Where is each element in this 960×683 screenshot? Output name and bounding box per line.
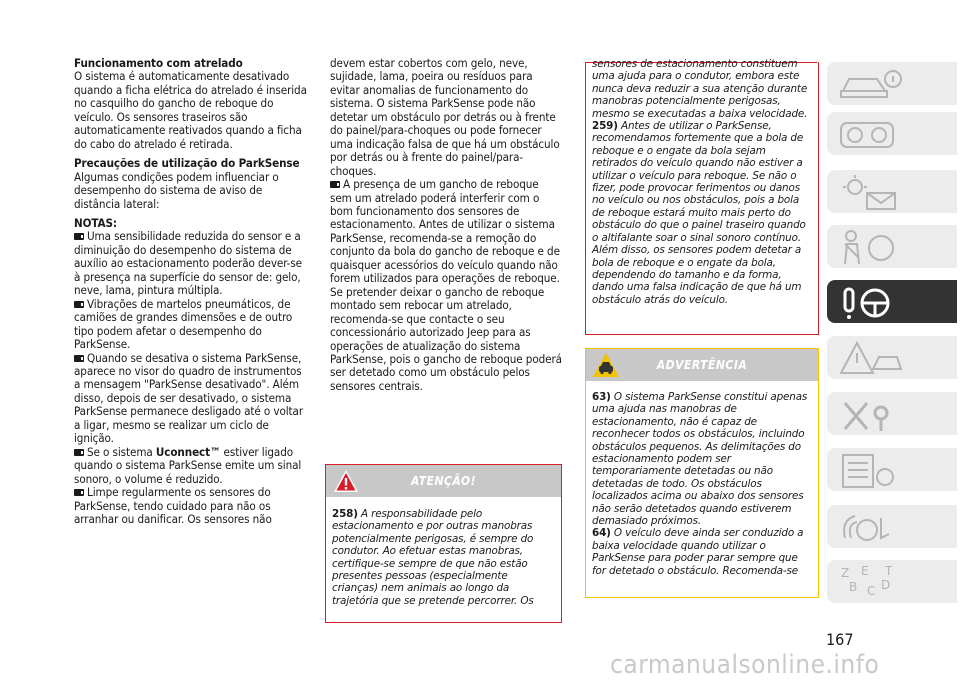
caution-title: ATENÇÃO!	[411, 474, 476, 488]
warning-triangle-car-icon	[837, 339, 907, 377]
note-item: Quando se desativa o sistema ParkSense, aparece no visor do quadro de instrumentos a mensagem "ParkSense desativado". Além disso, depois de ser desativado, o sistema ParkSense permanece desligado até o voltar a ligar, mesmo se realizar um ciclo de ignição.	[74, 350, 303, 446]
tab-emergency[interactable]	[827, 336, 957, 379]
note-bullet-icon	[330, 181, 340, 188]
tab-dashboard[interactable]	[827, 112, 957, 155]
svg-text:E: E	[861, 564, 869, 578]
tools-icon	[837, 395, 907, 433]
svg-text:D: D	[881, 578, 891, 592]
tab-starting-driving[interactable]	[827, 280, 957, 323]
specs-list-icon	[837, 451, 907, 489]
note-item: Se o sistema Uconnect™ estiver ligado quando o sistema ParkSense emite um sinal sonoro, o volume é reduzido.	[74, 444, 302, 486]
caution-continuation-body: sensores de estacionamento constituem uma ajuda para o condutor, embora este nunca deva reduzir a sua atenção durante manobras potencialmente perigosas, mesmo se executadas a baixa velocidade. 259) Antes de utilizar o ParkSense, recomendamos fortemente que a bola de reboque e o engate da bola sejam retirados do veículo quando não estiver a utilizar o veículo para reboque. Se não o fizer, pode provocar ferimentos ou danos no veículo ou nos obstáculos, pois a bola de reboque estará muito mais perto do obstáculo do que o painel traseiro quando o altifalante soar o sinal sonoro contínuo. Além disso, os sensores podem detetar a bola de reboque e o engate da bola, dependendo do tamanho e da forma, dando uma falsa indicação de que há um obstáculo atrás do veículo.	[592, 58, 808, 306]
notes-heading: NOTAS:	[74, 215, 117, 230]
column-1	[74, 57, 310, 526]
tab-maintenance[interactable]	[827, 392, 957, 435]
tab-getting-to-know[interactable]	[827, 62, 957, 105]
steering-key-icon	[837, 283, 907, 321]
note-bullet-icon	[74, 233, 84, 240]
dashboard-icon	[837, 115, 907, 153]
warning-header	[586, 349, 818, 381]
column-2	[330, 57, 562, 393]
caution-body: 258) A responsabilidade pelo estacionamento e por outras manobras potencialmente perigosas, é sempre do condutor. Ao efetuar estas manobras, certifique-se sempre de que não estão presentes pessoas (especialmente crianças) nem animais ao longo da trajetória que se pretende percorrer. Os	[332, 508, 534, 607]
svg-text:B: B	[849, 580, 858, 594]
car-warning-icon	[592, 352, 620, 378]
note-item: Vibrações de martelos pneumáticos, de camiões de grandes dimensões e de outro tipo podem afetar o desempenho do ParkSense.	[74, 296, 293, 352]
caution-box	[325, 464, 562, 623]
note-bullet-icon	[74, 355, 84, 362]
note-item: Limpe regularmente os sensores do ParkSense, tendo cuidado para não os arranhar ou danificar. Os sensores não	[74, 485, 272, 526]
tab-seats-safety[interactable]	[827, 225, 957, 268]
note-bullet-icon	[74, 449, 84, 456]
paragraph-trailer: O sistema é automaticamente desativado quando a ficha elétrica do atrelado é inserida no casquilho do gancho de reboque do veículo. Os sensores traseiros são automaticamente reativados quando a ficha do cabo do atrelado é retirada.	[74, 69, 307, 151]
tab-multimedia[interactable]	[827, 505, 957, 548]
page-number: 167	[826, 630, 854, 649]
tab-index[interactable]	[827, 560, 957, 603]
tab-technical-data[interactable]	[827, 448, 957, 491]
index-letters-icon	[837, 563, 907, 601]
svg-text:C: C	[867, 584, 876, 598]
warning-title: ADVERTÊNCIA	[656, 358, 748, 372]
media-connect-icon	[837, 508, 907, 546]
caution-warning-icon	[333, 469, 359, 493]
note-bullet-icon	[74, 489, 84, 496]
caution-header	[326, 465, 561, 497]
warning-body: 63) O sistema ParkSense constitui apenas uma ajuda nas manobras de estacionamento, não é capaz de reconhecer todos os obstáculos, incluindo obstáculos pequenos. As delimitações do estacionamento podem ser temporariamente detetadas ou não detetadas de todo. Os obstáculos localizados acima ou abaixo dos sensores não serão detetados quando estiverem demasiado próximos. 64) O veículo deve ainda ser conduzido a baixa velocidade quando utilizar o ParkSense para poder parar sempre que for detetado o obstáculo. Recomenda-se	[592, 391, 808, 577]
car-info-icon	[837, 65, 907, 103]
watermark: carmanualsonline.info	[610, 650, 880, 680]
svg-text:T: T	[885, 564, 893, 578]
caution-continuation-box	[585, 58, 819, 335]
note-bullet-icon	[74, 301, 84, 308]
section-heading-precautions: Precauções de utilização do ParkSense	[74, 156, 300, 171]
svg-text:Z: Z	[841, 566, 850, 580]
note-item: Uma sensibilidade reduzida do sensor e a diminuição do desempenho do sistema de auxílio ao estacionamento poderão dever-se à presença na superfície do sensor de: gelo, neve, lama, pintura múltipla.	[74, 229, 302, 298]
section-heading-trailer: Funcionamento com atrelado	[74, 56, 243, 70]
seatbelt-airbag-icon	[837, 228, 907, 266]
lights-mail-icon	[837, 173, 907, 211]
paragraph-precautions: Algumas condições podem influenciar o desempenho do sistema de aviso de distância lateral:	[74, 169, 279, 211]
tab-safety[interactable]	[827, 170, 957, 213]
paragraph-sensors: devem estar cobertos com gelo, neve, sujidade, lama, poeira ou resíduos para evitar anomalias de funcionamento do sistema. O sistema ParkSense pode não detetar um obstáculo por detrás ou à frente do painel/para-choques ou pode fornecer uma indicação falsa de que há um obstáculo por detrás ou à frente do painel/para-choques.	[330, 56, 560, 178]
warning-box	[585, 348, 819, 598]
note-item: A presença de um gancho de reboque sem um atrelado poderá interferir com o bom funcionamento dos sensores de estacionamento. Antes de utilizar o sistema ParkSense, recomenda-se a remoção do conjunto da bola do gancho de reboque e de quaisquer acessórios do veículo quando não forem utilizados para operações de reboque. Se pretender deixar o gancho de reboque montado sem rebocar um atrelado, recomenda-se que contacte o seu concessionário autorizado Jeep para as operações de atualização do sistema ParkSense, pois o gancho de reboque poderá ser detetado como um obstáculo pelos sensores centrais.	[330, 177, 562, 393]
